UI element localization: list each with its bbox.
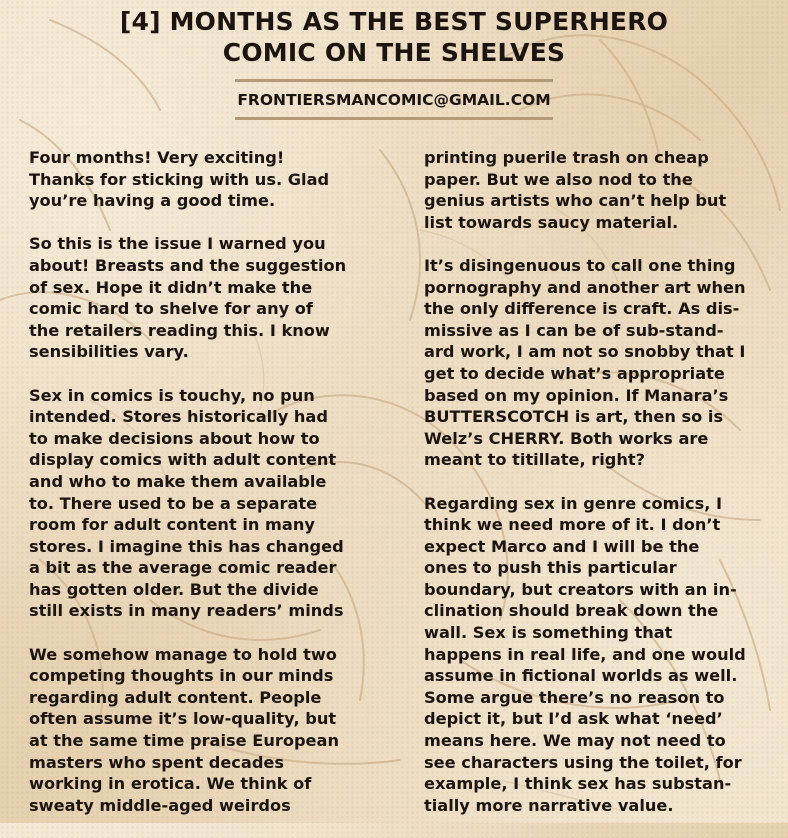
text-line: Regarding sex in genre comics, I: [424, 493, 723, 513]
text-line: still exists in many readers’ minds: [29, 601, 344, 621]
text-line: get to decide what’s appropriate: [424, 363, 725, 383]
text-line: pornography and another art when: [424, 277, 746, 297]
text-line: We somehow manage to hold two: [29, 644, 337, 664]
text-line: comic hard to shelve for any of: [29, 299, 313, 319]
text-line: of sex. Hope it didn’t make the: [29, 277, 313, 297]
text-line: the retailers reading this. I know: [29, 320, 330, 340]
body-paragraph: [29, 147, 379, 212]
text-line: see characters using the toilet, for: [424, 752, 742, 772]
body-paragraph: [424, 147, 769, 233]
body-paragraph: [29, 233, 379, 363]
text-line: think we need more of it. I don’t: [424, 515, 721, 535]
body-paragraph: [424, 493, 769, 817]
text-line: and who to make them available: [29, 471, 327, 491]
text-line: at the same time praise European: [29, 731, 339, 751]
text-line: assume in fictional worlds as well.: [424, 666, 738, 686]
text-line: Some argue there’s no reason to: [424, 687, 725, 707]
text-line: often assume it’s low-quality, but: [29, 709, 337, 729]
text-line: example, I think sex has substan-: [424, 774, 732, 794]
text-line: a bit as the average comic reader: [29, 558, 337, 578]
text-line: stores. I imagine this has changed: [29, 536, 344, 556]
header: [0, 6, 788, 120]
text-line: BUTTERSCOTCH is art, then so is: [424, 407, 724, 427]
body-paragraph: [424, 255, 769, 471]
text-line: Thanks for sticking with us. Glad: [29, 169, 330, 189]
text-line: sensibilities vary.: [29, 342, 189, 362]
text-line: sweaty middle-aged weirdos: [29, 795, 291, 815]
text-line: about! Breasts and the suggestion: [29, 255, 347, 275]
text-line: meant to titillate, right?: [424, 450, 646, 470]
text-line: happens in real life, and one would: [424, 644, 746, 664]
text-line: to. There used to be a separate: [29, 493, 318, 513]
text-line: ones to push this particular: [424, 558, 677, 578]
text-line: has gotten older. But the divide: [29, 579, 319, 599]
contact-email: FRONTIERSMANCOMIC@GMAIL.COM: [237, 91, 551, 109]
divider-top: [235, 79, 553, 82]
text-line: clination should break down the: [424, 601, 719, 621]
text-line: working in erotica. We think of: [29, 774, 312, 794]
text-line: masters who spent decades: [29, 752, 285, 772]
text-line: expect Marco and I will be the: [424, 536, 700, 556]
text-line: ard work, I am not so snobby that I: [424, 342, 746, 362]
text-line: Four months! Very exciting!: [29, 148, 285, 167]
divider-bottom: [235, 117, 553, 120]
text-line: list towards saucy material.: [424, 212, 679, 232]
text-line: regarding adult content. People: [29, 687, 322, 707]
text-line: depict it, but I’d ask what ‘need’: [424, 709, 723, 729]
text-line: printing puerile trash on cheap: [424, 148, 709, 167]
title-line-1: [4] MONTHS AS THE BEST SUPERHERO: [119, 7, 669, 36]
text-line: competing thoughts in our minds: [29, 666, 334, 686]
text-line: boundary, but creators with an in-: [424, 579, 737, 599]
text-line: based on my opinion. If Manara’s: [424, 385, 729, 405]
text-line: to make decisions about how to: [29, 428, 320, 448]
text-line: Sex in comics is touchy, no pun: [29, 385, 315, 405]
right-column: [424, 147, 769, 838]
title-line-2: COMIC ON THE SHELVES: [222, 38, 566, 67]
text-line: the only difference is craft. As dis-: [424, 299, 740, 319]
text-line: tially more narrative value.: [424, 795, 674, 815]
text-line: intended. Stores historically had: [29, 407, 328, 427]
text-line: means here. We may not need to: [424, 731, 726, 751]
text-line: It’s disingenuous to call one thing: [424, 255, 736, 275]
body-paragraph: [29, 385, 379, 623]
page-title: [0, 6, 788, 68]
body-paragraph: [29, 644, 379, 817]
text-line: wall. Sex is something that: [424, 623, 673, 643]
text-line: So this is the issue I warned you: [29, 234, 326, 254]
left-column: [29, 147, 379, 838]
text-line: genius artists who can’t help but: [424, 191, 727, 211]
text-line: room for adult content in many: [29, 515, 315, 535]
text-line: Welz’s CHERRY. Both works are: [424, 428, 709, 448]
text-line: display comics with adult content: [29, 450, 337, 470]
text-line: you’re having a good time.: [29, 191, 276, 211]
text-line: missive as I can be of sub-stand-: [424, 320, 724, 340]
text-line: paper. But we also nod to the: [424, 169, 693, 189]
